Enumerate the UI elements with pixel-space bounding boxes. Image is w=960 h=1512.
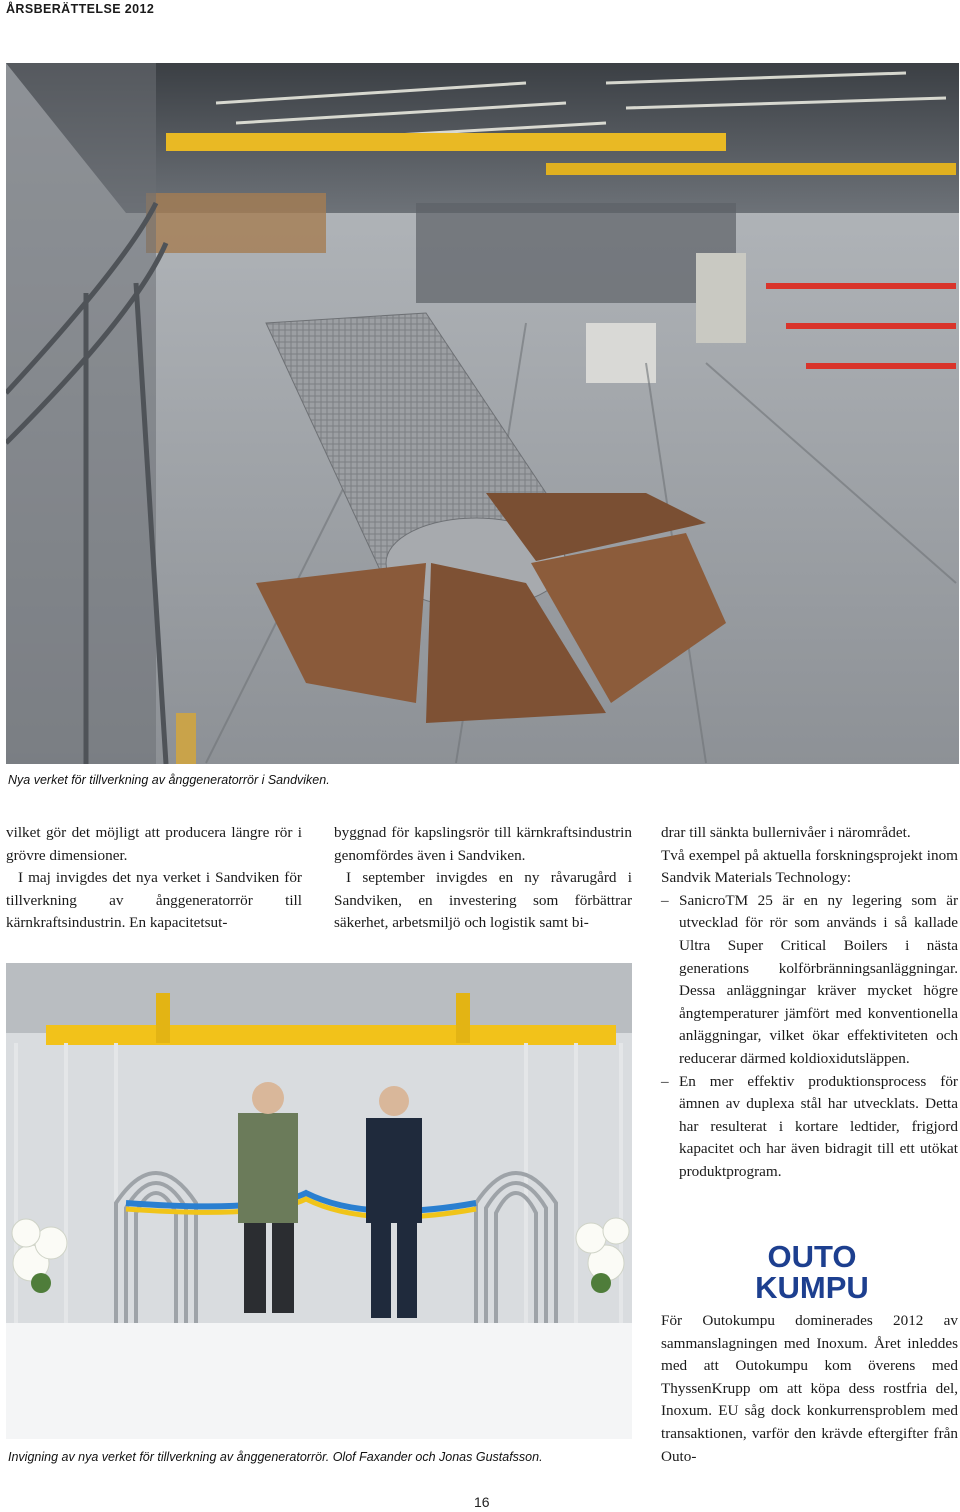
column2-paragraph-2: I september invigdes en ny råvarugård i Sandviken, en investering som förbättrar säkerhet, arbetsmiljö och logistik samt bi- (334, 869, 632, 932)
factory-hall-illustration (6, 63, 959, 764)
column2-paragraph-1: byggnad för kapslingsrör till kärnkraftsindustrin genomfördes även i Sandviken. (334, 824, 632, 864)
list-item: – SanicroTM 25 är en ny legering som är utvecklad för rör som används i så kallade Ultra Super Critical Boilers i nästa generations kolförbränningsanläggningar. Dessa anläggningar kräver mycket högre ångtemperaturer jämfört med konventionella anläggningar, vilket ökar effektiviteten och reducerar därmed koldioxidutsläppen. (661, 890, 958, 1071)
inauguration-illustration (6, 963, 632, 1439)
column1-paragraph-2: I maj invigdes det nya verket i Sandviken för tillverkning av ånggeneratorrör till kärnkraftsindustrin. En kapacitetsut- (6, 869, 302, 932)
logo-line-1: OUTO (767, 1240, 857, 1274)
photo1-caption: Nya verket för tillverkning av ånggeneratorrör i Sandviken. (8, 773, 330, 787)
outokumpu-paragraph: För Outokumpu dominerades 2012 av sammanslagningen med Inoxum. Året inleddes med att Outokumpu kom överens med ThyssenKrupp om att köpa dess rostfria del, Inoxum. EU såg dock konkurrensproblem med transaktionen, varför den krävde eftergifter från Outo- (661, 1312, 958, 1465)
page-number: 16 (474, 1494, 490, 1510)
column1-paragraph-1: vilket gör det möjligt att producera längre rör i grövre dimensioner. (6, 824, 302, 864)
list-item: – En mer effektiv produktionsprocess för ämnen av duplexa stål har utvecklats. Detta har resulterat i kortare ledtider, frigjord kapacitet och har även bidragit till ett utökat produktprogram. (661, 1071, 958, 1184)
logo-line-2: KUMPU (755, 1270, 869, 1300)
outokumpu-logo (741, 1240, 883, 1300)
factory-hall-photo (6, 63, 959, 764)
photo2-caption: Invigning av nya verket för tillverkning av ånggeneratorrör. Olof Faxander och Jonas Gustafsson. (8, 1450, 543, 1464)
outokumpu-logo-mark (741, 1240, 883, 1300)
column3-paragraph-1: drar till sänkta bullernivåer i närområdet. (661, 824, 911, 841)
report-header: ÅRSBERÄTTELSE 2012 (6, 2, 155, 16)
text-column-1 (6, 822, 302, 935)
inauguration-photo (6, 963, 632, 1439)
research-project-list (661, 890, 958, 1184)
text-column-2 (334, 822, 632, 935)
column3-paragraph-2: Två exempel på aktuella forskningsprojekt inom Sandvik Materials Technology: (661, 846, 958, 887)
text-column-3 (661, 822, 958, 1184)
